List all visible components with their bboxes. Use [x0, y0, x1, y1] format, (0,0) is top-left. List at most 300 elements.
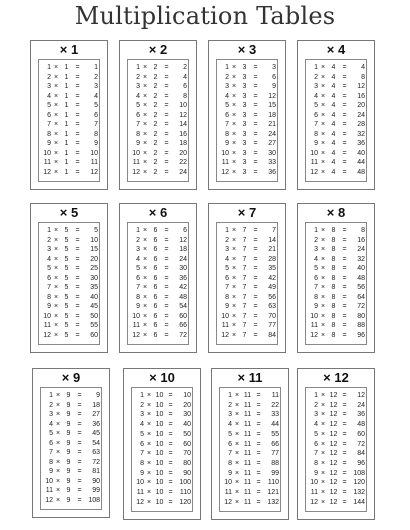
table-row	[306, 411, 366, 419]
row-factor: 7	[242, 284, 247, 292]
table-row	[217, 227, 277, 235]
times-sign: ×	[234, 411, 240, 419]
table-row	[132, 402, 192, 410]
row-product: 9	[94, 140, 98, 148]
row-product: 30	[183, 411, 191, 419]
table-body	[216, 59, 278, 182]
table-body	[216, 222, 278, 345]
row-product: 44	[357, 159, 365, 167]
equals-sign: =	[342, 284, 347, 292]
row-multiplier: 8	[47, 293, 51, 301]
table-row	[306, 332, 366, 340]
row-product: 33	[268, 159, 276, 167]
equals-sign: =	[342, 411, 347, 419]
row-product: 24	[179, 168, 187, 176]
row-product: 45	[92, 430, 100, 438]
row-multiplier: 10	[132, 312, 140, 320]
equals-sign: =	[164, 303, 169, 311]
times-sign: ×	[55, 392, 61, 399]
times-sign: ×	[320, 450, 326, 458]
table-row	[132, 411, 192, 419]
row-factor: 12	[329, 421, 338, 429]
row-product: 84	[268, 331, 276, 339]
times-sign: ×	[142, 303, 148, 311]
times-sign: ×	[146, 479, 152, 487]
row-product: 11	[271, 392, 279, 399]
table-row	[128, 313, 188, 321]
row-multiplier: 11	[310, 322, 318, 330]
row-multiplier: 10	[310, 149, 318, 157]
row-product: 10	[90, 149, 98, 157]
row-multiplier: 12	[136, 498, 144, 506]
equals-sign: =	[75, 312, 80, 320]
table-row	[132, 450, 192, 458]
times-sign: ×	[146, 460, 152, 468]
row-product: 30	[268, 149, 276, 157]
equals-sign: =	[342, 401, 347, 409]
table-row	[132, 489, 192, 497]
equals-sign: =	[164, 149, 169, 157]
equals-sign: =	[164, 284, 169, 292]
row-product: 81	[92, 468, 100, 476]
table-row	[217, 64, 277, 72]
equals-sign: =	[75, 274, 80, 282]
times-sign: ×	[55, 439, 61, 447]
table-row	[128, 169, 188, 177]
equals-sign: =	[256, 450, 261, 458]
table-row	[128, 93, 188, 101]
row-multiplier: 11	[224, 489, 232, 497]
times-sign: ×	[231, 83, 237, 91]
row-factor: 6	[153, 255, 158, 263]
equals-sign: =	[342, 331, 347, 339]
equals-sign: =	[164, 236, 169, 244]
equals-sign: =	[256, 460, 261, 468]
equals-sign: =	[342, 149, 347, 157]
table-row	[220, 450, 280, 458]
equals-sign: =	[256, 469, 261, 477]
row-factor: 8	[331, 255, 336, 263]
row-factor: 2	[153, 149, 158, 157]
row-factor: 2	[153, 121, 158, 129]
table-row	[220, 460, 280, 468]
row-product: 36	[92, 420, 100, 428]
times-sign: ×	[142, 284, 148, 292]
equals-sign: =	[75, 64, 80, 71]
table-body	[219, 387, 281, 512]
table-row	[39, 275, 99, 283]
row-product: 42	[179, 284, 187, 292]
table-card-11	[211, 368, 289, 520]
times-sign: ×	[231, 149, 237, 157]
times-sign: ×	[234, 430, 240, 438]
row-product: 2	[183, 64, 187, 71]
times-sign: ×	[53, 83, 59, 91]
row-product: 4	[183, 73, 187, 81]
table-row	[41, 392, 101, 400]
table-row	[128, 74, 188, 82]
row-multiplier: 10	[43, 312, 51, 320]
table-row	[128, 150, 188, 158]
times-sign: ×	[55, 477, 61, 485]
times-sign: ×	[320, 130, 326, 138]
table-row	[39, 246, 99, 254]
table-row	[306, 237, 366, 245]
equals-sign: =	[75, 73, 80, 81]
row-multiplier: 6	[225, 274, 229, 282]
equals-sign: =	[342, 92, 347, 100]
row-product: 3	[272, 64, 276, 71]
row-product: 9	[272, 83, 276, 91]
row-factor: 8	[331, 331, 336, 339]
row-product: 5	[94, 102, 98, 110]
table-row	[217, 265, 277, 273]
row-product: 72	[357, 440, 365, 448]
table-row	[39, 83, 99, 91]
equals-sign: =	[342, 489, 347, 497]
row-multiplier: 9	[140, 469, 144, 477]
row-factor: 7	[242, 303, 247, 311]
row-factor: 10	[155, 469, 164, 477]
row-multiplier: 7	[49, 449, 53, 457]
table-row	[39, 102, 99, 110]
row-product: 6	[183, 227, 187, 234]
equals-sign: =	[253, 130, 258, 138]
table-row	[306, 421, 366, 429]
times-sign: ×	[320, 440, 326, 448]
equals-sign: =	[168, 479, 173, 487]
row-product: 55	[271, 430, 279, 438]
table-row	[128, 294, 188, 302]
row-factor: 8	[331, 236, 336, 244]
row-factor: 5	[64, 303, 69, 311]
equals-sign: =	[77, 496, 82, 504]
row-product: 66	[179, 322, 187, 330]
row-product: 72	[179, 331, 187, 339]
row-multiplier: 2	[225, 73, 229, 81]
times-sign: ×	[55, 411, 61, 419]
table-card-12	[297, 368, 375, 520]
row-product: 70	[268, 312, 276, 320]
equals-sign: =	[253, 293, 258, 301]
table-card-7	[208, 203, 286, 353]
row-product: 10	[90, 236, 98, 244]
row-multiplier: 2	[47, 73, 51, 81]
row-factor: 2	[153, 102, 158, 110]
row-multiplier: 6	[49, 439, 53, 447]
equals-sign: =	[75, 303, 80, 311]
row-product: 6	[94, 111, 98, 119]
row-product: 96	[357, 460, 365, 468]
row-factor: 6	[153, 331, 158, 339]
equals-sign: =	[75, 322, 80, 330]
row-factor: 3	[242, 130, 247, 138]
table-row	[220, 499, 280, 507]
table-row	[39, 112, 99, 120]
table-card-3	[208, 40, 286, 190]
row-factor: 10	[155, 421, 164, 429]
row-product: 63	[268, 303, 276, 311]
times-sign: ×	[320, 227, 326, 234]
equals-sign: =	[256, 498, 261, 506]
row-factor: 5	[64, 274, 69, 282]
times-sign: ×	[320, 293, 326, 301]
row-product: 30	[90, 274, 98, 282]
equals-sign: =	[77, 458, 82, 466]
times-sign: ×	[231, 102, 237, 110]
row-factor: 4	[331, 140, 336, 148]
table-row	[306, 275, 366, 283]
equals-sign: =	[75, 83, 80, 91]
table-row	[217, 159, 277, 167]
equals-sign: =	[168, 498, 173, 506]
table-row	[306, 392, 366, 400]
times-sign: ×	[231, 140, 237, 148]
table-row	[41, 449, 101, 457]
row-multiplier: 8	[314, 130, 318, 138]
equals-sign: =	[342, 130, 347, 138]
row-multiplier: 8	[228, 460, 232, 468]
equals-sign: =	[168, 401, 173, 409]
times-sign: ×	[231, 236, 237, 244]
row-product: 21	[268, 121, 276, 129]
row-factor: 1	[64, 130, 69, 138]
equals-sign: =	[75, 293, 80, 301]
row-multiplier: 1	[225, 64, 229, 71]
table-row	[217, 332, 277, 340]
table-row	[41, 497, 101, 505]
row-product: 54	[179, 303, 187, 311]
times-sign: ×	[55, 401, 61, 409]
equals-sign: =	[253, 303, 258, 311]
row-multiplier: 8	[225, 293, 229, 301]
equals-sign: =	[164, 121, 169, 129]
table-row	[217, 83, 277, 91]
row-multiplier: 5	[314, 430, 318, 438]
equals-sign: =	[256, 430, 261, 438]
row-multiplier: 3	[225, 246, 229, 254]
row-factor: 1	[64, 159, 69, 167]
table-row	[41, 487, 101, 495]
row-factor: 3	[242, 102, 247, 110]
row-multiplier: 3	[49, 411, 53, 419]
equals-sign: =	[342, 421, 347, 429]
equals-sign: =	[342, 64, 347, 71]
table-row	[128, 121, 188, 129]
row-product: 66	[271, 440, 279, 448]
equals-sign: =	[342, 469, 347, 477]
times-sign: ×	[142, 255, 148, 263]
times-sign: ×	[142, 312, 148, 320]
row-multiplier: 8	[225, 130, 229, 138]
equals-sign: =	[342, 236, 347, 244]
row-multiplier: 7	[136, 121, 140, 129]
table-row	[39, 313, 99, 321]
row-multiplier: 3	[47, 83, 51, 91]
table-row	[306, 227, 366, 235]
times-sign: ×	[53, 331, 59, 339]
table-title: × 4	[326, 42, 346, 57]
row-product: 132	[353, 489, 365, 497]
times-sign: ×	[320, 284, 326, 292]
row-multiplier: 10	[310, 479, 318, 487]
row-product: 70	[183, 450, 191, 458]
row-multiplier: 4	[225, 92, 229, 100]
row-product: 120	[353, 479, 365, 487]
row-factor: 12	[329, 392, 338, 399]
row-factor: 7	[242, 265, 247, 273]
row-multiplier: 3	[314, 411, 318, 419]
table-row	[39, 150, 99, 158]
row-multiplier: 12	[221, 331, 229, 339]
row-product: 84	[357, 450, 365, 458]
table-title: × 6	[148, 205, 168, 220]
row-multiplier: 3	[136, 246, 140, 254]
table-card-6	[119, 203, 197, 353]
row-factor: 8	[331, 274, 336, 282]
times-sign: ×	[146, 440, 152, 448]
times-sign: ×	[320, 121, 326, 129]
row-multiplier: 2	[228, 401, 232, 409]
row-multiplier: 4	[228, 421, 232, 429]
table-row	[306, 441, 366, 449]
row-multiplier: 6	[47, 111, 51, 119]
row-product: 6	[183, 83, 187, 91]
equals-sign: =	[77, 392, 82, 399]
equals-sign: =	[75, 102, 80, 110]
times-sign: ×	[320, 469, 326, 477]
row-factor: 11	[243, 479, 252, 487]
row-factor: 5	[64, 331, 69, 339]
table-row	[39, 322, 99, 330]
row-multiplier: 5	[136, 265, 140, 273]
equals-sign: =	[77, 449, 82, 457]
row-product: 24	[357, 111, 365, 119]
row-factor: 4	[331, 92, 336, 100]
row-multiplier: 2	[47, 236, 51, 244]
times-sign: ×	[320, 312, 326, 320]
row-multiplier: 1	[314, 392, 318, 399]
row-factor: 9	[66, 458, 71, 466]
table-row	[39, 256, 99, 264]
row-multiplier: 2	[136, 73, 140, 81]
times-sign: ×	[320, 246, 326, 254]
equals-sign: =	[253, 274, 258, 282]
row-product: 100	[179, 479, 191, 487]
row-factor: 10	[155, 479, 164, 487]
row-product: 7	[272, 227, 276, 234]
table-row	[132, 441, 192, 449]
times-sign: ×	[231, 227, 237, 234]
row-product: 90	[183, 469, 191, 477]
row-factor: 5	[64, 246, 69, 254]
row-product: 15	[268, 102, 276, 110]
table-row	[220, 431, 280, 439]
table-row	[306, 150, 366, 158]
row-factor: 6	[153, 236, 158, 244]
row-product: 18	[179, 140, 187, 148]
table-row	[217, 294, 277, 302]
table-title: × 3	[237, 42, 257, 57]
times-sign: ×	[55, 449, 61, 457]
row-factor: 6	[153, 312, 158, 320]
times-sign: ×	[142, 73, 148, 81]
row-multiplier: 6	[314, 440, 318, 448]
equals-sign: =	[342, 83, 347, 91]
row-multiplier: 2	[314, 401, 318, 409]
equals-sign: =	[164, 331, 169, 339]
row-multiplier: 2	[136, 236, 140, 244]
row-multiplier: 10	[221, 149, 229, 157]
table-row	[132, 470, 192, 478]
table-row	[217, 322, 277, 330]
row-factor: 6	[153, 322, 158, 330]
times-sign: ×	[142, 265, 148, 273]
row-multiplier: 8	[140, 460, 144, 468]
times-sign: ×	[53, 121, 59, 129]
equals-sign: =	[75, 111, 80, 119]
times-sign: ×	[146, 392, 152, 399]
row-factor: 8	[331, 293, 336, 301]
row-multiplier: 5	[140, 430, 144, 438]
table-title: × 11	[237, 370, 263, 385]
table-body	[38, 59, 100, 182]
row-product: 36	[357, 411, 365, 419]
table-title: × 2	[148, 42, 168, 57]
times-sign: ×	[142, 102, 148, 110]
row-multiplier: 3	[140, 411, 144, 419]
times-sign: ×	[320, 479, 326, 487]
row-factor: 11	[243, 430, 252, 438]
row-multiplier: 10	[43, 149, 51, 157]
times-sign: ×	[234, 469, 240, 477]
equals-sign: =	[77, 430, 82, 438]
row-factor: 12	[329, 498, 338, 506]
equals-sign: =	[75, 121, 80, 129]
table-title: × 7	[237, 205, 257, 220]
table-row	[220, 489, 280, 497]
row-product: 20	[179, 149, 187, 157]
row-multiplier: 11	[45, 487, 53, 495]
table-title: × 5	[59, 205, 79, 220]
row-multiplier: 11	[43, 322, 51, 330]
row-product: 12	[357, 83, 365, 91]
row-product: 120	[179, 498, 191, 506]
row-multiplier: 3	[136, 83, 140, 91]
row-factor: 10	[155, 489, 164, 497]
times-sign: ×	[146, 450, 152, 458]
table-row	[39, 227, 99, 235]
row-multiplier: 7	[225, 284, 229, 292]
row-factor: 8	[331, 265, 336, 273]
row-factor: 9	[66, 496, 71, 504]
table-body	[305, 222, 367, 345]
table-row	[132, 479, 192, 487]
row-factor: 10	[155, 460, 164, 468]
table-row	[128, 102, 188, 110]
row-multiplier: 4	[136, 92, 140, 100]
row-product: 35	[90, 284, 98, 292]
row-product: 24	[179, 255, 187, 263]
equals-sign: =	[342, 293, 347, 301]
row-product: 40	[357, 265, 365, 273]
row-factor: 8	[331, 284, 336, 292]
row-product: 11	[90, 159, 98, 167]
table-row	[41, 440, 101, 448]
equals-sign: =	[164, 322, 169, 330]
table-row	[220, 392, 280, 400]
table-row	[306, 479, 366, 487]
